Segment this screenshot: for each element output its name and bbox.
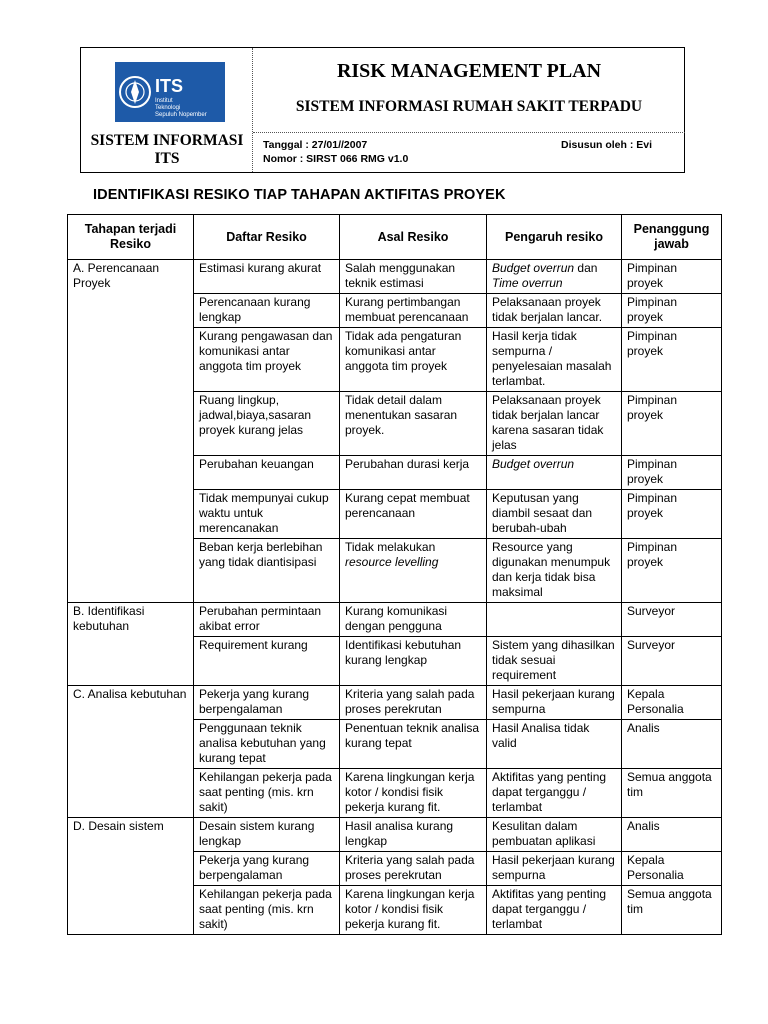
- risk-cell: Pekerja yang kurang berpengalaman: [194, 852, 340, 886]
- svg-text:Institut: Institut: [155, 98, 173, 104]
- source-cell: Salah menggunakan teknik estimasi: [340, 260, 487, 294]
- source-cell: Tidak ada pengaturan komunikasi antar anggota tim proyek: [340, 328, 487, 392]
- header-stage: Tahapan terjadi Resiko: [68, 215, 194, 260]
- risk-cell: Requirement kurang: [194, 637, 340, 686]
- effect-cell: [487, 603, 622, 637]
- table-row: [68, 686, 722, 720]
- section-title: IDENTIFIKASI RESIKO TIAP TAHAPAN AKTIFITAS PROYEK: [93, 187, 506, 203]
- source-cell: Karena lingkungan kerja kotor / kondisi fisik pekerja kurang fit.: [340, 769, 487, 818]
- meta-tanggal: Tanggal : 27/01//2007: [263, 139, 368, 151]
- meta-nomor: Nomor : SIRST 066 RMG v1.0: [263, 153, 409, 165]
- pic-cell: Kepala Personalia: [622, 686, 722, 720]
- pic-cell: Pimpinan proyek: [622, 294, 722, 328]
- pic-cell: Kepala Personalia: [622, 852, 722, 886]
- effect-cell: Keputusan yang diambil sesaat dan berubah-ubah: [487, 490, 622, 539]
- source-cell: Penentuan teknik analisa kurang tepat: [340, 720, 487, 769]
- effect-cell: Hasil pekerjaan kurang sempurna: [487, 686, 622, 720]
- header-org-cell: [81, 48, 253, 172]
- effect-cell: Kesulitan dalam pembuatan aplikasi: [487, 818, 622, 852]
- source-cell: Hasil analisa kurang lengkap: [340, 818, 487, 852]
- table-row: [68, 603, 722, 637]
- meta-disusun: Disusun oleh : Evi: [561, 139, 653, 151]
- effect-cell: Budget overrun: [487, 456, 622, 490]
- header-divider: [253, 132, 685, 133]
- source-cell: Kurang cepat membuat perencanaan: [340, 490, 487, 539]
- effect-cell: Sistem yang dihasilkan tidak sesuai requirement: [487, 637, 622, 686]
- source-cell: Kurang komunikasi dengan pengguna: [340, 603, 487, 637]
- effect-cell: Pelaksanaan proyek tidak berjalan lancar.: [487, 294, 622, 328]
- pic-cell: Surveyor: [622, 603, 722, 637]
- pic-cell: Pimpinan proyek: [622, 328, 722, 392]
- pic-cell: Analis: [622, 720, 722, 769]
- effect-cell: Aktifitas yang penting dapat terganggu / terlambat: [487, 886, 622, 935]
- pic-cell: Pimpinan proyek: [622, 539, 722, 603]
- source-cell: Identifikasi kebutuhan kurang lengkap: [340, 637, 487, 686]
- source-cell: Tidak detail dalam menentukan sasaran proyek.: [340, 392, 487, 456]
- effect-cell: Hasil pekerjaan kurang sempurna: [487, 852, 622, 886]
- risk-cell: Penggunaan teknik analisa kebutuhan yang kurang tepat: [194, 720, 340, 769]
- risk-cell: Ruang lingkup, jadwal,biaya,sasaran proyek kurang jelas: [194, 392, 340, 456]
- risk-cell: Perubahan permintaan akibat error: [194, 603, 340, 637]
- risk-cell: Perubahan keuangan: [194, 456, 340, 490]
- effect-cell: Hasil Analisa tidak valid: [487, 720, 622, 769]
- stage-cell: B. Identifikasi kebutuhan: [68, 603, 194, 686]
- source-cell: Kurang pertimbangan membuat perencanaan: [340, 294, 487, 328]
- header-effect: Pengaruh resiko: [487, 215, 622, 260]
- pic-cell: Pimpinan proyek: [622, 392, 722, 456]
- document-title: RISK MANAGEMENT PLAN: [336, 60, 602, 82]
- svg-text:Sepuluh Nopember: Sepuluh Nopember: [155, 112, 207, 118]
- effect-cell: Resource yang digunakan menumpuk dan kerja tidak bisa maksimal: [487, 539, 622, 603]
- org-line-1: SISTEM INFORMASI: [90, 132, 244, 149]
- risk-cell: Kehilangan pekerja pada saat penting (mis. krn sakit): [194, 886, 340, 935]
- effect-cell: Pelaksanaan proyek tidak berjalan lancar karena sasaran tidak jelas: [487, 392, 622, 456]
- pic-cell: Analis: [622, 818, 722, 852]
- pic-cell: Pimpinan proyek: [622, 456, 722, 490]
- source-cell: Tidak melakukan resource levelling: [340, 539, 487, 603]
- document-header: [80, 47, 685, 173]
- table-header-row: [68, 215, 722, 260]
- pic-cell: Semua anggota tim: [622, 769, 722, 818]
- table-row: [68, 818, 722, 852]
- pic-cell: Semua anggota tim: [622, 886, 722, 935]
- organization-name: [81, 132, 253, 168]
- header-source: Asal Resiko: [340, 215, 487, 260]
- risk-cell: Kehilangan pekerja pada saat penting (mis. krn sakit): [194, 769, 340, 818]
- stage-cell: D. Desain sistem: [68, 818, 194, 935]
- risk-cell: Desain sistem kurang lengkap: [194, 818, 340, 852]
- source-cell: Karena lingkungan kerja kotor / kondisi fisik pekerja kurang fit.: [340, 886, 487, 935]
- effect-cell: Hasil kerja tidak sempurna / penyelesaian masalah terlambat.: [487, 328, 622, 392]
- org-line-2: ITS: [154, 150, 180, 167]
- pic-cell: Pimpinan proyek: [622, 260, 722, 294]
- table-row: [68, 260, 722, 294]
- header-pic: Penanggung jawab: [622, 215, 722, 260]
- risk-table: [67, 214, 722, 935]
- effect-cell: Aktifitas yang penting dapat terganggu / terlambat: [487, 769, 622, 818]
- source-cell: Kriteria yang salah pada proses perekrutan: [340, 686, 487, 720]
- risk-cell: Pekerja yang kurang berpengalaman: [194, 686, 340, 720]
- risk-cell: Tidak mempunyai cukup waktu untuk merencanakan: [194, 490, 340, 539]
- source-cell: Kriteria yang salah pada proses perekrutan: [340, 852, 487, 886]
- risk-table-body: [68, 260, 722, 935]
- risk-cell: Estimasi kurang akurat: [194, 260, 340, 294]
- logo-text: ITS: [155, 76, 184, 96]
- risk-cell: Beban kerja berlebihan yang tidak diantisipasi: [194, 539, 340, 603]
- its-logo: [115, 62, 225, 122]
- header-risk: Daftar Resiko: [194, 215, 340, 260]
- pic-cell: Pimpinan proyek: [622, 490, 722, 539]
- svg-text:Teknologi: Teknologi: [155, 105, 181, 111]
- effect-cell: Budget overrun dan Time overrun: [487, 260, 622, 294]
- risk-cell: Kurang pengawasan dan komunikasi antar anggota tim proyek: [194, 328, 340, 392]
- pic-cell: Surveyor: [622, 637, 722, 686]
- stage-cell: C. Analisa kebutuhan: [68, 686, 194, 818]
- document-subtitle: SISTEM INFORMASI RUMAH SAKIT TERPADU: [295, 98, 643, 115]
- stage-cell: A. Perencanaan Proyek: [68, 260, 194, 603]
- risk-cell: Perencanaan kurang lengkap: [194, 294, 340, 328]
- source-cell: Perubahan durasi kerja: [340, 456, 487, 490]
